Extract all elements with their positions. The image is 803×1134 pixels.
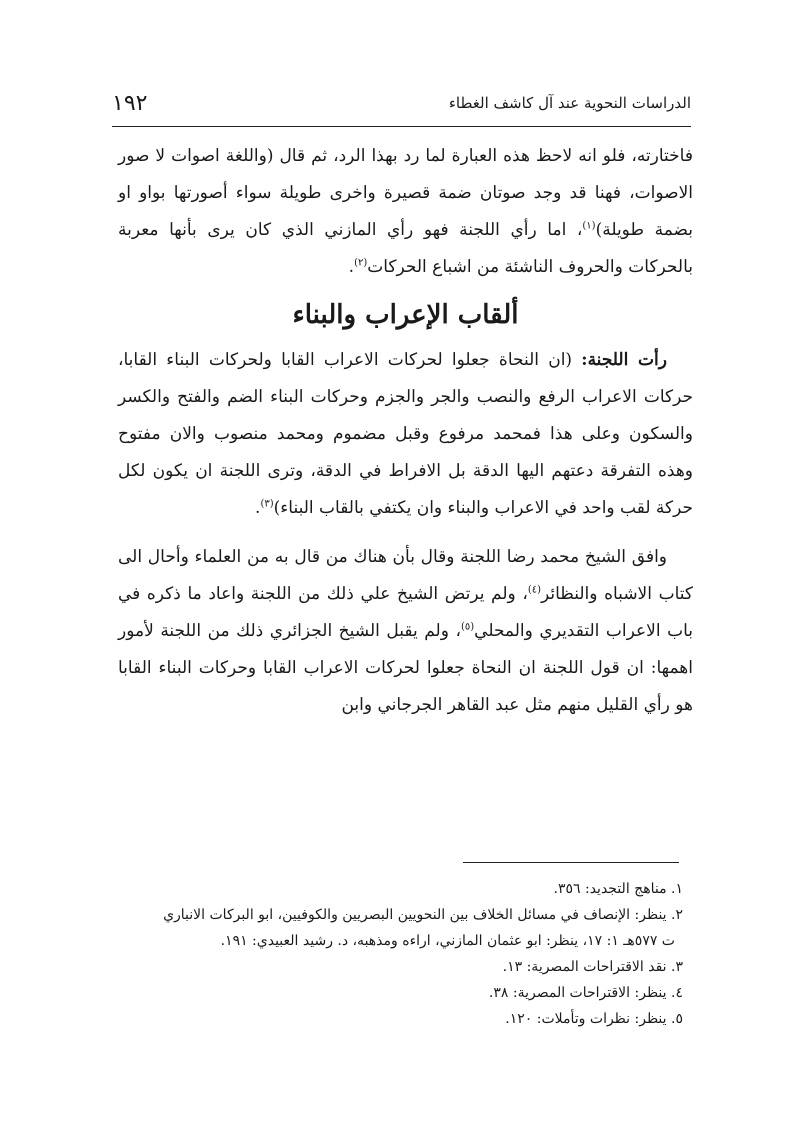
running-header — [112, 88, 691, 118]
paragraph-2 — [118, 342, 693, 527]
header-divider — [112, 126, 691, 127]
page-number: ١٩٢ — [112, 90, 148, 116]
footnote-3: ٣. نقد الاقتراحات المصرية: ١٣. — [502, 959, 683, 975]
footnote-divider — [463, 862, 679, 863]
main-text — [118, 138, 693, 724]
footnote-1: ١. مناهج التجديد: ٣٥٦. — [553, 881, 683, 897]
paragraph-1-text-a: فاختارته، فلو انه لاحظ هذه العبارة لما رد بهذا الرد، ثم قال (واللغة اصوات لا صور الاصوات، فهنا قد وجد صوتان ضمة قصيرة واخرى طويلة سواء أصورتها بواو او بضمة طويلة) — [118, 146, 693, 240]
footnotes — [112, 876, 683, 1032]
paragraph-3 — [118, 539, 693, 724]
footnote-ref-1[interactable]: (١) — [582, 220, 596, 232]
footnote-ref-5[interactable]: (٥) — [460, 621, 475, 633]
footnote-ref-3[interactable]: (٣) — [260, 498, 274, 510]
footnote-ref-2[interactable]: (٢) — [354, 257, 368, 269]
paragraph-3-text-b: ، ولم يرتض الشيخ علي ذلك من اللجنة واعاد ما ذكره في باب الاعراب التقديري والمحلي — [118, 584, 693, 641]
footnote-2: ٢. ينظر: الإنصاف في مسائل الخلاف بين النحويين البصريين والكوفيين، ابو البركات الانباري — [163, 907, 683, 923]
paragraph-3-text-c: ، ولم يقبل الشيخ الجزائري ذلك من اللجنة لأمور اهمها: ان قول اللجنة ان النحاة جعلوا لحركات الاعراب القابا وحركات البناء القابا هو رأي القليل منهم مثل عبد القاهر الجرجاني وابن — [118, 621, 693, 715]
paragraph-2-lead: رأت اللجنة: — [581, 350, 667, 370]
section-heading: ألقاب الإعراب والبناء — [292, 300, 519, 330]
running-header-title: الدراسات النحوية عند آل كاشف الغطاء — [448, 94, 691, 112]
footnote-4: ٤. ينظر: الاقتراحات المصرية: ٣٨. — [488, 985, 683, 1001]
paragraph-3-text-a: وافق الشيخ محمد رضا اللجنة وقال بأن هناك من قال به من العلماء وأحال الى كتاب الاشباه والنظائر — [118, 547, 693, 604]
footnote-2-continued: ت ٥٧٧هـ ١: ١٧، ينظر: ابو عثمان المازني، اراءه ومذهبه، د. رشيد العبيدي: ١٩١. — [220, 933, 675, 949]
paragraph-2-text: (ان النحاة جعلوا لحركات الاعراب القابا ولحركات البناء القابا، حركات الاعراب الرفع والنصب والجر والجزم وحركات البناء الضم والفتح والكسر والسكون وعلى هذا فمحمد مرفوع وقبل مضموم ومحمد منصوب والان مفتوح وهذه التفرقة دعتهم اليها الدقة بل الافراط في الدقة، وترى اللجنة ان يكون لكل حركة لقب واحد في الاعراب والبناء وان يكتفي بالقاب البناء) — [118, 350, 693, 518]
paragraph-1-text-b: ، اما رأي اللجنة فهو رأي المازني الذي كان يرى بأنها معربة بالحركات والحروف الناشئة من اشباع الحركات — [118, 220, 693, 277]
footnote-ref-4[interactable]: (٤) — [527, 584, 542, 596]
paragraph-2-end: . — [255, 498, 261, 518]
footnote-5: ٥. ينظر: نظرات وتأملات: ١٢٠. — [505, 1011, 683, 1027]
paragraph-1-end: . — [348, 257, 355, 277]
paragraph-1 — [118, 138, 693, 286]
